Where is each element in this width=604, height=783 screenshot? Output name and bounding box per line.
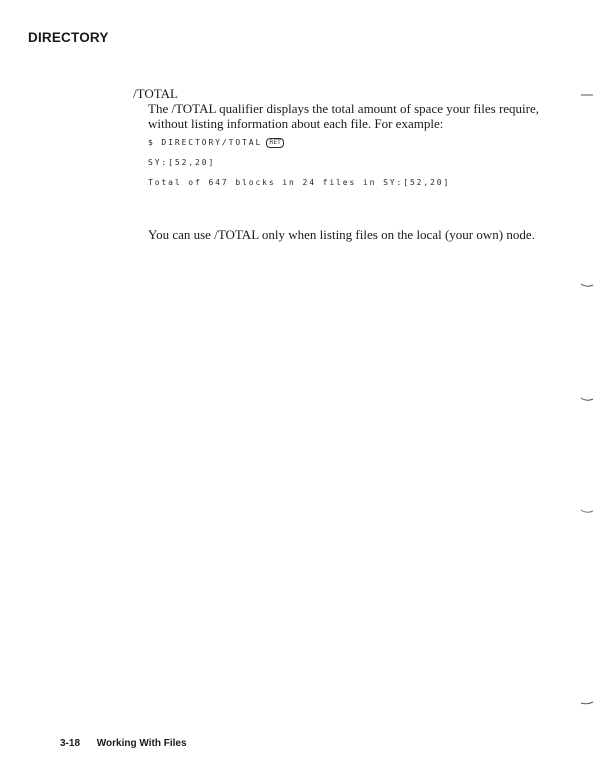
margin-mark-curve (580, 282, 594, 288)
chapter-title: Working With Files (96, 738, 187, 749)
example-output-total: Total of 647 blocks in 24 files in SY:[52,20] (148, 178, 451, 187)
margin-mark-dash (580, 92, 594, 98)
qualifier-heading: /TOTAL (133, 86, 178, 101)
example-output-directory: SY:[52,20] (148, 158, 216, 167)
example-command-line (148, 138, 284, 148)
running-head-title: DIRECTORY (28, 30, 109, 45)
margin-mark-curve (580, 700, 594, 706)
usage-note: You can use /TOTAL only when listing files on the local (your own) node. (148, 227, 535, 242)
page-number: 3-18 (60, 738, 81, 749)
page-footer (60, 738, 187, 749)
example-command: $ DIRECTORY/TOTAL (148, 138, 263, 147)
margin-mark-curve (580, 396, 594, 402)
qualifier-description: The /TOTAL qualifier displays the total amount of space your files require, without listing information about each file. For example: (148, 101, 540, 131)
margin-mark-curve (580, 508, 594, 514)
return-key-icon: RET (266, 138, 284, 148)
